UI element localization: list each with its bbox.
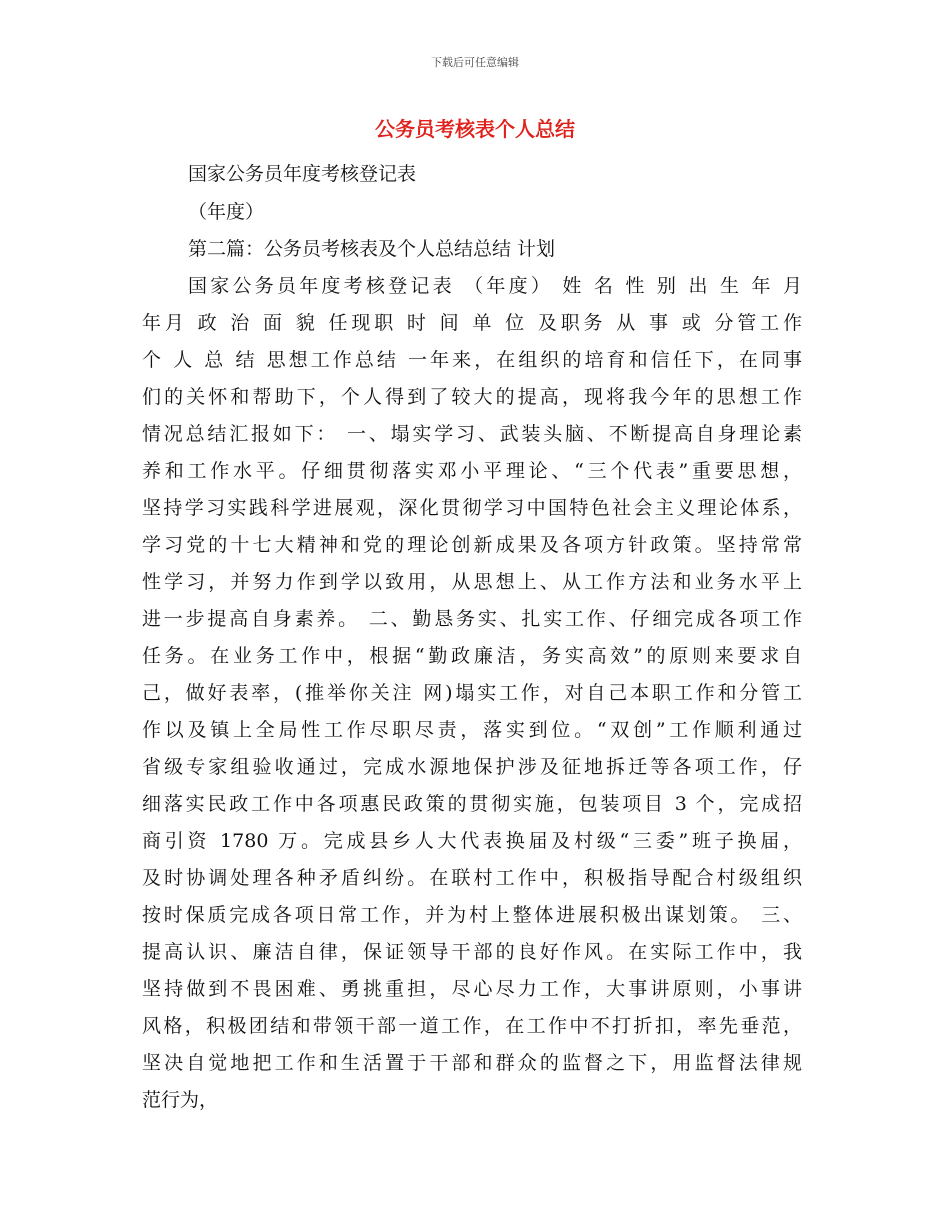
body-line: 任务。在业务工作中，根据“勤政廉洁，务实高效”的原则来要求自 [142,645,802,667]
body-line: 按时保质完成各项日常工作，并为村上整体进展积极出谋划策。 三、 [142,904,802,926]
body-line: 国家公务员年度考核登记表 （年度） 姓 名 性 别 出 生 年 月 [188,275,802,297]
body-line: 作以及镇上全局性工作尽职尽责，落实到位。“双创”工作顺利通过 [142,719,802,741]
section-heading: 第二篇：公务员考核表及个人总结总结 计划 [188,238,556,260]
body-line: 年月 政 治 面 貌 任现职 时 间 单 位 及职务 从 事 或 分管工作 [142,312,802,334]
body-line: 细落实民政工作中各项惠民政策的贯彻实施，包装项目 3 个，完成招 [142,793,802,815]
body-line: 己，做好表率，(推举你关注 网)塌实工作，对自己本职工作和分管工 [142,682,802,704]
body-line: 性学习，并努力作到学以致用，从思想上、从工作方法和业务水平上 [142,571,802,593]
body-line: 养和工作水平。仔细贯彻落实邓小平理论、“三个代表”重要思想， [142,460,802,482]
body-line: 商引资 1780 万。完成县乡人大代表换届及村级“三委”班子换届， [142,830,802,852]
body-line: 坚持学习实践科学进展观，深化贯彻学习中国特色社会主义理论体系， [142,497,802,519]
body-line: 个 人 总 结 思想工作总结 一年来，在组织的培育和信任下，在同事 [142,349,802,371]
body-line: 提高认识、廉洁自律，保证领导干部的良好作风。在实际工作中，我 [142,941,802,963]
body-line: 风格，积极团结和带领干部一道工作，在工作中不打折扣，率先垂范， [142,1015,802,1037]
subtitle-line: 国家公务员年度考核登记表 [188,163,417,185]
body-line: 省级专家组验收通过，完成水源地保护涉及征地拆迁等各项工作，仔 [142,756,802,778]
body-line: 坚决自觉地把工作和生活置于干部和群众的监督之下，用监督法律规 [142,1052,802,1074]
page-header: 下载后可任意编辑 [431,56,519,69]
body-line: 情况总结汇报如下： 一、塌实学习、武装头脑、不断提高自身理论素 [142,423,802,445]
year-line: （年度） [188,201,265,223]
body-line: 们的关怀和帮助下，个人得到了较大的提高，现将我今年的思想工作 [142,386,802,408]
body-line: 范行为， [142,1089,219,1111]
body-line: 及时协调处理各种矛盾纠纷。在联村工作中，积极指导配合村级组织 [142,867,802,889]
body-line: 坚持做到不畏困难、勇挑重担，尽心尽力工作，大事讲原则，小事讲 [142,978,802,1000]
body-line: 进一步提高自身素养。 二、勤恳务实、扎实工作、仔细完成各项工作 [142,608,802,630]
body-line: 学习党的十七大精神和党的理论创新成果及各项方针政策。坚持常常 [142,534,802,556]
document-title: 公务员考核表个人总结 [375,117,575,141]
